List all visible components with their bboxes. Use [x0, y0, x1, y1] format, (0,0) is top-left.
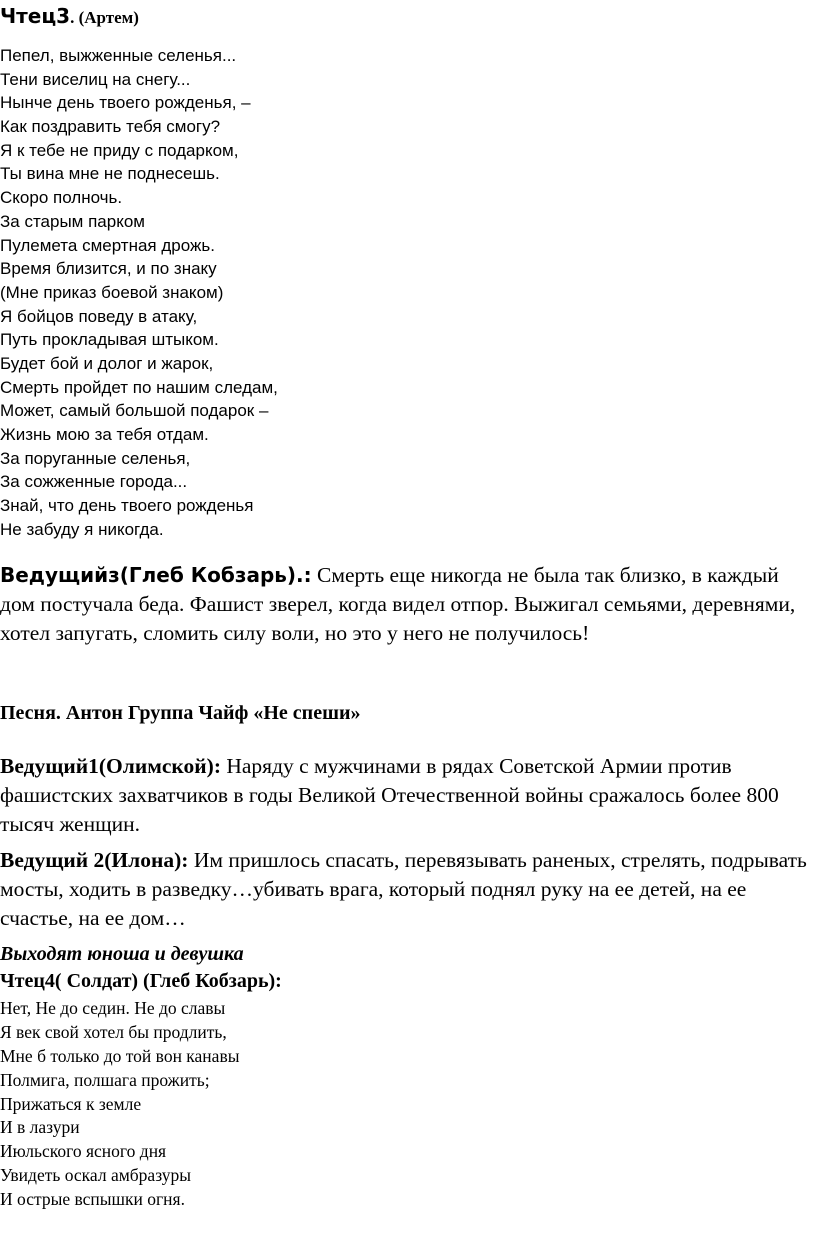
poem-line: Скоро полночь. — [0, 188, 123, 208]
song-announcement: Песня. Антон Группа Чайф «Не спеши» — [0, 702, 361, 724]
poem-line: Смерть пройдет по нашим следам, — [0, 377, 278, 397]
poem-line: Время близится, и по знаку — [0, 259, 217, 279]
poem-line: Пулемета смертная дрожь. — [0, 235, 215, 255]
poem-line: Полмига, полшага прожить; — [0, 1069, 210, 1090]
poem-line: Я бойцов поведу в атаку, — [0, 306, 198, 326]
poem-line: Жизнь мою за тебя отдам. — [0, 425, 209, 444]
host1-label: Ведущий1(Олимской): — [0, 754, 221, 778]
poem-line: Путь прокладывая штыком. — [0, 330, 219, 350]
poem-line: Знай, что день твоего рожденья — [0, 496, 254, 516]
poem-line: Тени виселиц на снегу... — [0, 69, 191, 89]
poem-line: Я век свой хотел бы продлить, — [0, 1021, 227, 1042]
poem-line: Мне б только до той вон канавы — [0, 1045, 240, 1066]
reader3-poem — [0, 44, 278, 541]
poem-line: Нет, Не до седин. Не до славы — [0, 998, 226, 1018]
poem-line: За поруганные селенья, — [0, 448, 191, 468]
stage-direction: Выходят юноша и девушка — [0, 943, 244, 965]
host2-paragraph — [0, 846, 816, 933]
host1-text: Наряду с мужчинами в рядах Советской Армии против фашистских захватчиков в годы Великой Отечественной войны сражалось более 800 тысяч женщин. — [0, 754, 779, 836]
poem-line: Я к тебе не приду с подарком, — [0, 140, 239, 160]
host2-text: Им пришлось спасать, перевязывать раненых, стрелять, подрывать мосты, ходить в разведку…убивать врага, который поднял руку на ее детей, на ее счастье, на ее дом… — [0, 848, 807, 930]
host3-paragraph — [0, 561, 816, 648]
poem-line: Пепел, выжженные селенья... — [0, 46, 237, 65]
poem-line: И острые вспышки огня. — [0, 1189, 185, 1210]
reader4-heading: Чтец4( Солдат) (Глеб Кобзарь): — [0, 970, 282, 992]
poem-line: И в лазури — [0, 1117, 80, 1138]
poem-line: (Мне приказ боевой знаком) — [0, 282, 224, 302]
poem-line: Будет бой и долог и жарок, — [0, 353, 214, 373]
poem-line: Увидеть оскал амбразуры — [0, 1165, 192, 1186]
poem-line: Нынче день твоего рожденья, – — [0, 93, 251, 113]
poem-line: Как поздравить тебя смогу? — [0, 117, 221, 137]
poem-line: Прижаться к земле — [0, 1093, 142, 1114]
host2-label: Ведущий 2(Илона): — [0, 848, 189, 872]
reader4-poem — [0, 997, 239, 1212]
host1-paragraph — [0, 752, 816, 839]
poem-line: За сожженные города... — [0, 472, 188, 492]
poem-line: Может, самый большой подарок – — [0, 401, 269, 421]
reader3-heading — [0, 4, 139, 28]
poem-line: За старым парком — [0, 211, 145, 231]
poem-line: Ты вина мне не поднесешь. — [0, 164, 220, 184]
reader3-title: Чтец3 — [0, 4, 71, 28]
host3-text: Смерть еще никогда не была так близко, в каждый дом постучала беда. Фашист зверел, когда видел отпор. Выжигал семьями, деревнями, хотел запугать, сломить силу воли, но это у него не получилось! — [0, 563, 796, 645]
host3-label: Ведущийз(Глеб Кобзарь).: — [0, 563, 312, 587]
poem-line: Июльского ясного дня — [0, 1141, 167, 1162]
poem-line: Не забуду я никогда. — [0, 519, 164, 539]
reader3-name: . (Артем) — [70, 8, 139, 27]
